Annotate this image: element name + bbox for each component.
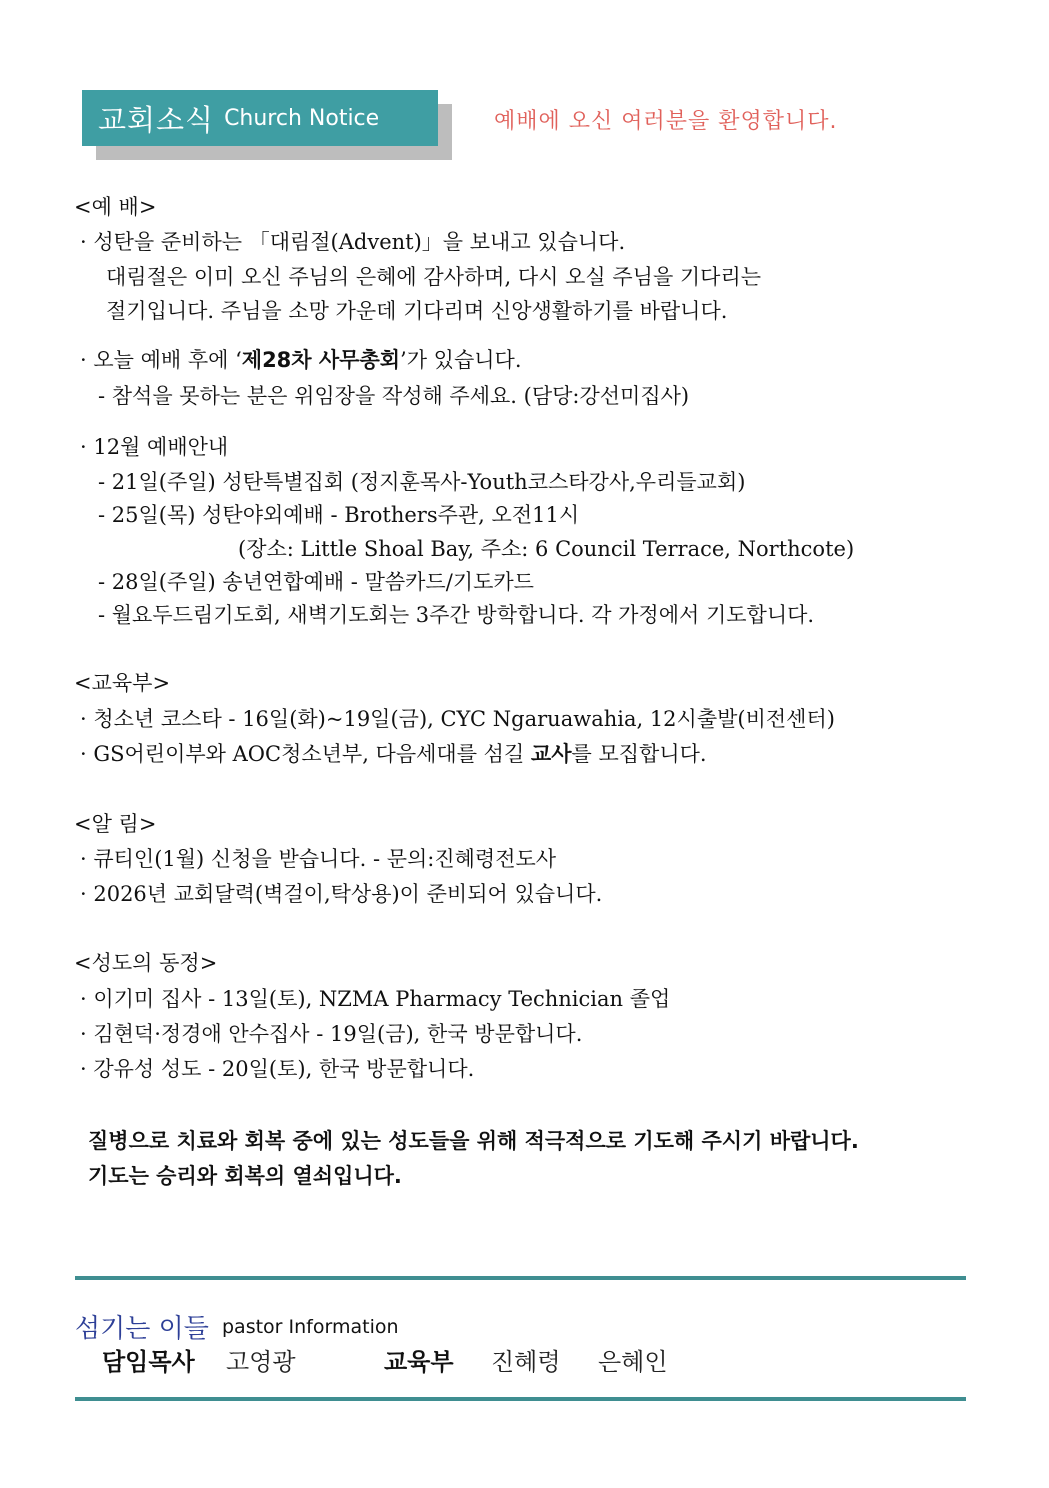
prayer-line-1: 질병으로 치료와 회복 중에 있는 성도들을 위해 적극적으로 기도해 주시기 바랍니다. bbox=[88, 1129, 859, 1153]
meeting-sub: - 참석을 못하는 분은 위임장을 작성해 주세요. (담당:강선미집사) bbox=[98, 384, 690, 408]
notice-item-2: · 2026년 교회달력(벽걸이,탁상용)이 준비되어 있습니다. bbox=[80, 882, 603, 906]
meeting-bold: 제28차 사무총회 bbox=[241, 348, 401, 372]
education-item-1: · 청소년 코스타 - 16일(화)~19일(금), CYC Ngaruawahia, 12시출발(비전센터) bbox=[80, 707, 835, 731]
members-item-2: · 김현덕·정경애 안수집사 - 19일(금), 한국 방문합니다. bbox=[80, 1022, 583, 1046]
education-item-2-post: 를 모집합니다. bbox=[571, 742, 707, 766]
december-item-2-location: (장소: Little Shoal Bay, 주소: 6 Council Terrace, Northcote) bbox=[238, 537, 855, 561]
december-item-2: - 25일(목) 성탄야외예배 - Brothers주관, 오전11시 bbox=[98, 503, 580, 527]
staff-bottom-rule bbox=[75, 1397, 966, 1401]
staff-role-pastor: 담임목사 bbox=[102, 1348, 195, 1376]
meeting-post: ’가 있습니다. bbox=[400, 348, 522, 372]
staff-name-education-2: 은혜인 bbox=[598, 1348, 668, 1376]
header-title-box bbox=[82, 90, 438, 146]
education-item-2-bold: 교사 bbox=[530, 742, 572, 766]
members-item-1: · 이기미 집사 - 13일(토), NZMA Pharmacy Technician 졸업 bbox=[80, 987, 671, 1011]
staff-top-rule bbox=[75, 1276, 966, 1280]
staff-name-pastor: 고영광 bbox=[226, 1348, 296, 1376]
staff-subtitle: pastor Information bbox=[222, 1316, 399, 1338]
education-heading: <교육부> bbox=[74, 671, 171, 695]
header-title-ko: 교회소식 bbox=[98, 102, 215, 137]
prayer-line-2: 기도는 승리와 회복의 열쇠입니다. bbox=[88, 1164, 402, 1188]
advent-line-1: · 성탄을 준비하는 「대림절(Advent)」을 보내고 있습니다. bbox=[80, 230, 626, 254]
december-item-4: - 월요두드림기도회, 새벽기도회는 3주간 방학합니다. 각 가정에서 기도합니다. bbox=[98, 603, 815, 627]
december-item-1: - 21일(주일) 성탄특별집회 (정지훈목사-Youth코스타강사,우리들교회) bbox=[98, 470, 746, 494]
notice-heading: <알 림> bbox=[74, 812, 157, 836]
meeting-pre: · 오늘 예배 후에 ‘ bbox=[80, 348, 242, 372]
worship-heading: <예 배> bbox=[74, 195, 157, 219]
meeting-line bbox=[80, 345, 522, 375]
welcome-text: 예배에 오신 여러분을 환영합니다. bbox=[494, 109, 838, 134]
notice-item-1: · 큐티인(1월) 신청을 받습니다. - 문의:진혜령전도사 bbox=[80, 847, 557, 871]
members-heading: <성도의 동정> bbox=[74, 951, 218, 975]
staff-role-education: 교육부 bbox=[384, 1348, 454, 1376]
education-item-2-pre: · GS어린이부와 AOC청소년부, 다음세대를 섬길 bbox=[80, 742, 531, 766]
advent-line-2: 대림절은 이미 오신 주님의 은혜에 감사하며, 다시 오실 주님을 기다리는 bbox=[106, 265, 762, 289]
advent-line-3: 절기입니다. 주님을 소망 가운데 기다리며 신앙생활하기를 바랍니다. bbox=[106, 299, 728, 323]
members-item-3: · 강유성 성도 - 20일(토), 한국 방문합니다. bbox=[80, 1057, 475, 1081]
staff-title: 섬기는 이들 bbox=[75, 1314, 209, 1344]
education-item-2 bbox=[80, 739, 707, 769]
header-title-en: Church Notice bbox=[224, 105, 380, 131]
december-item-3: - 28일(주일) 송년연합예배 - 말씀카드/기도카드 bbox=[98, 570, 534, 594]
december-title: · 12월 예배안내 bbox=[80, 435, 229, 459]
staff-name-education-1: 진혜령 bbox=[491, 1348, 561, 1376]
